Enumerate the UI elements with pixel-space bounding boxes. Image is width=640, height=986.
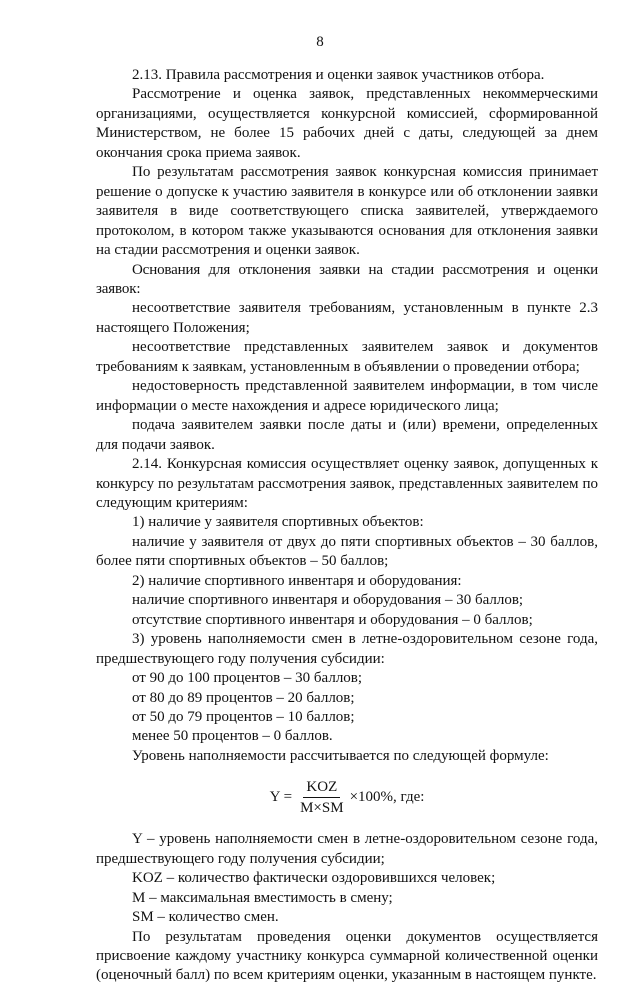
criterion-item: от 50 до 79 процентов – 10 баллов; (132, 708, 355, 725)
formula-numerator: KOZ (303, 778, 340, 798)
formula-rhs: ×100%, где: (349, 788, 425, 805)
paragraph: По результатам рассмотрения заявок конкурсная комиссия принимает решение о допуске к участию заявителя в конкурсе или об отклонении заявки заявителя в виде соответствующего списка заявителей, утверждаемого протоколом, в котором также указываются основания для отклонения заявки на стадии рассмотрения и оценки заявок. (96, 164, 598, 259)
definition-item: Y – уровень наполняемости смен в летне-оздоровительном сезоне года, предшествующего году получения субсидии; (96, 831, 598, 867)
formula-fraction (297, 778, 346, 817)
section-heading-2-14: 2.14. Конкурсная комиссия осуществляет оценку заявок, допущенных к конкурсу по результатам рассмотрения заявок, представленных заявителем по следующим критериям: (96, 456, 598, 511)
criterion-item: от 90 до 100 процентов – 30 баллов; (132, 670, 363, 687)
criterion-item: менее 50 процентов – 0 баллов. (132, 728, 333, 745)
criterion-heading: 2) наличие спортивного инвентаря и оборудования: (132, 572, 462, 589)
criterion-heading: 3) уровень наполняемости смен в летне-оздоровительном сезоне года, предшествующего году получения субсидии: (96, 631, 598, 667)
section-heading-2-13: 2.13. Правила рассмотрения и оценки заявок участников отбора. (132, 67, 545, 83)
page-number: 8 (316, 34, 324, 50)
paragraph: подача заявителем заявки после даты и (или) времени, определенных для подачи заявок. (96, 417, 598, 453)
definition-item: KOZ – количество фактически оздоровившихся человек; (132, 870, 496, 887)
criterion-item: наличие у заявителя от двух до пяти спортивных объектов – 30 баллов, более пяти спортивных объектов – 50 баллов; (96, 533, 598, 570)
criterion-heading: 1) наличие у заявителя спортивных объектов: (132, 514, 424, 531)
paragraph: несоответствие представленных заявителем заявок и документов требованиям к заявкам, установленным в объявлении о проведении отбора; (96, 339, 598, 375)
paragraph: Основания для отклонения заявки на стадии рассмотрения и оценки заявок: (96, 261, 598, 297)
criterion-item: отсутствие спортивного инвентаря и оборудования – 0 баллов; (132, 611, 533, 628)
formula-lhs: Y = (269, 788, 293, 805)
paragraph: По результатам проведения оценки документов осуществляется присвоение каждому участнику конкурса суммарной количественной оценки (оценочный балл) по всем критериям оценки, указанным в настоящем пункте. (96, 928, 598, 984)
paragraph: несоответствие заявителя требованиям, установленным в пункте 2.3 настоящего Положения; (96, 300, 598, 336)
paragraph: недостоверность представленной заявителем информации, в том числе информации о месте нахождения и адресе юридического лица; (96, 378, 598, 414)
definition-item: M – максимальная вместимость в смену; (132, 889, 393, 906)
criterion-item: от 80 до 89 процентов – 20 баллов; (132, 689, 355, 706)
formula-denominator: M×SM (300, 799, 344, 816)
formula (96, 775, 598, 819)
paragraph: Рассмотрение и оценка заявок, представленных некоммерческими организациями, осуществляется конкурсной комиссией, сформированной Министерством, не более 15 рабочих дней с даты, следующей за днем окончания срока приема заявок. (96, 86, 598, 161)
criterion-item: наличие спортивного инвентаря и оборудования – 30 баллов; (132, 592, 524, 609)
paragraph: Уровень наполняемости рассчитывается по следующей формуле: (132, 747, 549, 764)
document-body (96, 66, 598, 986)
definition-item: SM – количество смен. (132, 909, 279, 926)
